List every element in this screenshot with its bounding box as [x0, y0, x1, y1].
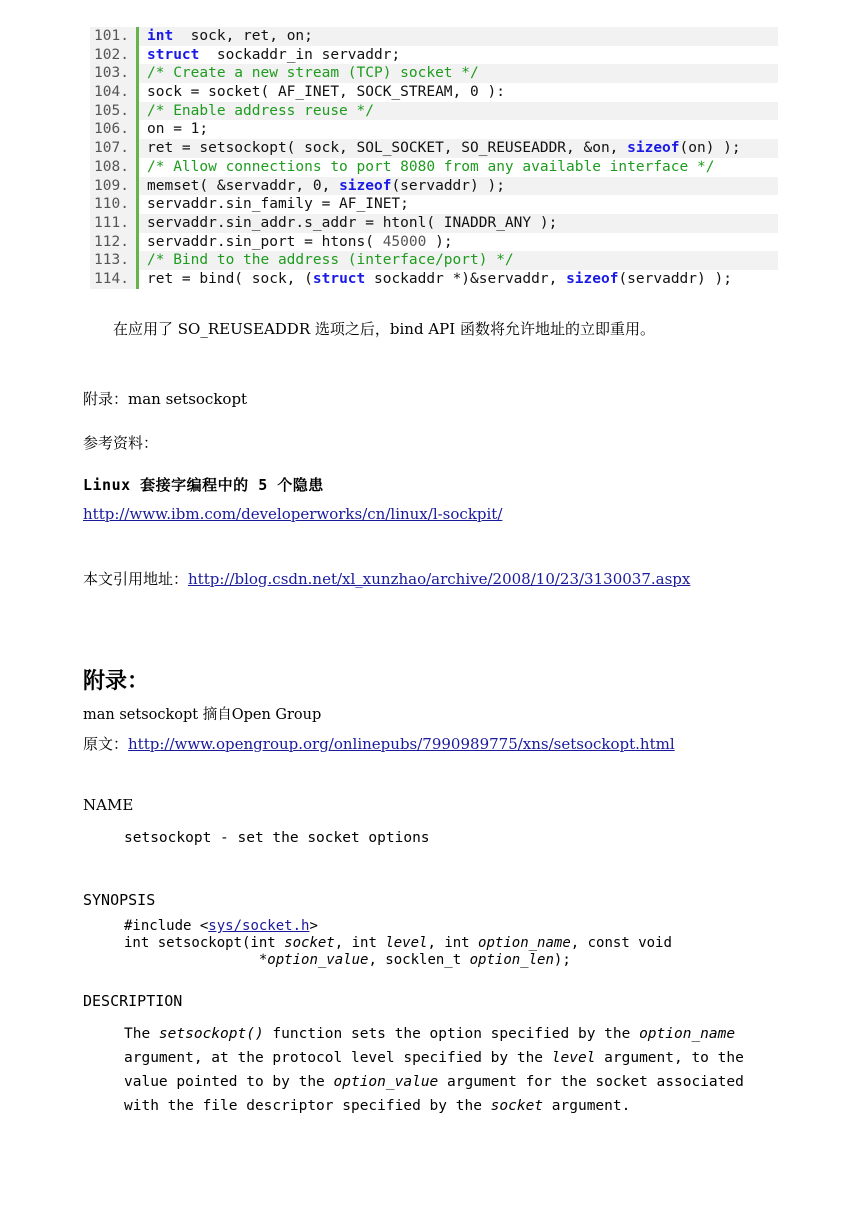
man-source: man setsockopt 摘自Open Group	[83, 707, 322, 723]
code-text: /* Bind to the address (interface/port) */	[147, 252, 514, 269]
line-number: 101.	[90, 27, 139, 46]
code-text: ret = bind( sock, (struct sockaddr *)&servaddr, sizeof(servaddr) );	[147, 270, 732, 287]
reuse-paragraph: 在应用了 SO_REUSEADDR 选项之后，bind API 函数将允许地址的立即重用。	[113, 320, 655, 338]
code-line	[90, 139, 778, 158]
code-line	[90, 64, 778, 83]
code-text: servaddr.sin_port = htons( 45000 );	[147, 233, 453, 250]
code-text: servaddr.sin_addr.s_addr = htonl( INADDR_ANY );	[147, 214, 558, 231]
code-line	[90, 195, 778, 214]
include-prefix: #include <	[124, 918, 209, 934]
name-heading: NAME	[83, 796, 134, 814]
include-suffix: >	[309, 918, 318, 934]
original-line	[83, 733, 675, 754]
line-number: 108.	[90, 158, 139, 177]
code-line	[90, 46, 778, 65]
synopsis-heading: SYNOPSIS	[83, 891, 156, 909]
line-number: 111.	[90, 214, 139, 233]
code-line	[90, 177, 778, 196]
name-text: setsockopt - set the socket options	[124, 830, 430, 846]
code-line	[90, 120, 778, 139]
code-line	[90, 233, 778, 252]
line-number: 107.	[90, 139, 139, 158]
socket-header-link[interactable]: sys/socket.h	[208, 918, 310, 934]
cite-line	[83, 568, 690, 589]
line-number: 113.	[90, 251, 139, 270]
code-text: /* Create a new stream (TCP) socket */	[147, 65, 479, 82]
code-line	[90, 27, 778, 46]
line-number: 105.	[90, 102, 139, 121]
code-text: int sock, ret, on;	[147, 28, 313, 44]
code-line	[90, 251, 778, 270]
line-number: 103.	[90, 64, 139, 83]
code-text: /* Allow connections to port 8080 from any available interface */	[147, 158, 715, 175]
reference-link[interactable]: http://www.ibm.com/developerworks/cn/linux/l-sockpit/	[83, 505, 503, 523]
code-line	[90, 214, 778, 233]
code-text: struct sockaddr_in servaddr;	[147, 46, 401, 63]
cite-link[interactable]: http://blog.csdn.net/xl_xunzhao/archive/2008/10/23/3130037.aspx	[188, 570, 691, 588]
original-link[interactable]: http://www.opengroup.org/onlinepubs/7990989775/xns/setsockopt.html	[128, 735, 675, 753]
code-text: ret = setsockopt( sock, SOL_SOCKET, SO_REUSEADDR, &on, sizeof(on) );	[147, 140, 741, 157]
line-number: 112.	[90, 233, 139, 252]
code-text: on = 1;	[147, 121, 209, 138]
original-label: 原文：	[83, 735, 129, 753]
line-number: 110.	[90, 195, 139, 214]
description-heading: DESCRIPTION	[83, 992, 183, 1010]
synopsis-code: #include <sys/socket.h> int setsockopt(int socket, int level, int option_name, const void *option_value, socklen_t option_len);	[124, 918, 672, 968]
line-number: 109.	[90, 177, 139, 196]
code-line	[90, 270, 778, 289]
reference-title: Linux 套接字编程中的 5 个隐患	[83, 476, 324, 494]
line-number: 106.	[90, 120, 139, 139]
description-text: The setsockopt() function sets the option specified by the option_name argument, at the protocol level specified by the level argument, to the value pointed to by the option_value argument for the socket associated with the file descriptor specified by the socket argument.	[124, 1026, 744, 1114]
appendix-line: 附录：man setsockopt	[83, 390, 248, 408]
code-line	[90, 102, 778, 121]
code-line	[90, 158, 778, 177]
code-text: sock = socket( AF_INET, SOCK_STREAM, 0 ):	[147, 84, 505, 101]
appendix-heading: 附录：	[83, 668, 150, 694]
code-block	[90, 27, 778, 289]
line-number: 104.	[90, 83, 139, 102]
code-line	[90, 83, 778, 102]
line-number: 114.	[90, 270, 139, 289]
code-text: memset( &servaddr, 0, sizeof(servaddr) );	[147, 177, 505, 194]
references-label: 参考资料：	[83, 434, 159, 452]
cite-label: 本文引用地址：	[83, 570, 189, 588]
code-text: /* Enable address reuse */	[147, 102, 374, 119]
code-text: servaddr.sin_family = AF_INET;	[147, 196, 409, 213]
line-number: 102.	[90, 46, 139, 65]
